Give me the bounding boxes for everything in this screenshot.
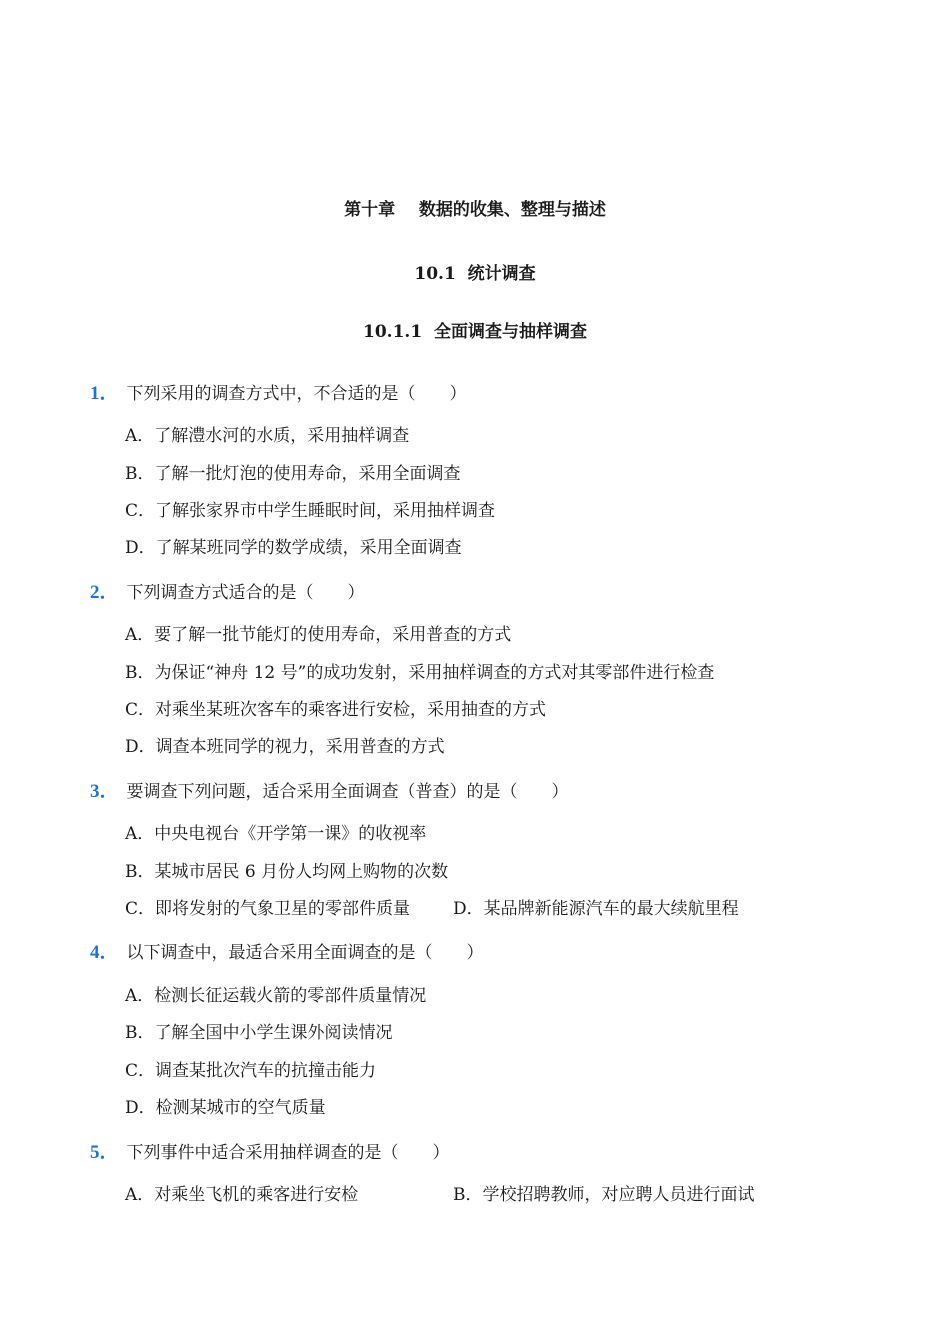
option-4d: D．检测某城市的空气质量 <box>125 1098 326 1118</box>
question-number: 2． <box>90 582 119 603</box>
section-title: 10.1 统计调查 <box>414 264 536 284</box>
option-1b: B．了解一批灯泡的使用寿命，采用全面调查 <box>125 464 461 484</box>
option-1d: D．了解某班同学的数学成绩，采用全面调查 <box>125 538 462 558</box>
question-3 <box>90 780 569 804</box>
question-2 <box>90 581 365 605</box>
question-5 <box>90 1141 450 1165</box>
question-4 <box>90 941 484 965</box>
option-4b: B．了解全国中小学生课外阅读情况 <box>125 1023 393 1043</box>
subsection-title: 10.1.1 全面调查与抽样调查 <box>363 322 587 342</box>
question-1 <box>90 382 467 406</box>
option-5b: B．学校招聘教师，对应聘人员进行面试 <box>453 1185 755 1205</box>
question-stem: 下列事件中适合采用抽样调查的是（ ） <box>126 1143 450 1163</box>
option-1a: A．了解澧水河的水质，采用抽样调查 <box>125 426 410 446</box>
option-3a: A．中央电视台《开学第一课》的收视率 <box>125 824 427 844</box>
question-stem: 以下调查中，最适合采用全面调查的是（ ） <box>126 943 484 963</box>
question-number: 5． <box>90 1142 119 1163</box>
question-stem: 要调查下列问题，适合采用全面调查（普查）的是（ ） <box>126 782 569 802</box>
option-3d: D．某品牌新能源汽车的最大续航里程 <box>453 899 739 919</box>
option-4c: C．调查某批次汽车的抗撞击能力 <box>125 1061 377 1081</box>
question-number: 1． <box>90 383 119 404</box>
question-stem: 下列采用的调查方式中，不合适的是（ ） <box>126 384 467 404</box>
option-3b: B．某城市居民 6 月份人均网上购物的次数 <box>125 862 449 882</box>
option-1c: C．了解张家界市中学生睡眠时间，采用抽样调查 <box>125 501 496 521</box>
option-3c: C．即将发射的气象卫星的零部件质量 <box>125 899 411 919</box>
question-number: 4． <box>90 942 119 963</box>
option-2a: A．要了解一批节能灯的使用寿命，采用普查的方式 <box>125 625 512 645</box>
option-2b: B．为保证“神舟 12 号”的成功发射，采用抽样调查的方式对其零部件进行检查 <box>125 663 715 683</box>
option-4a: A．检测长征运载火箭的零部件质量情况 <box>125 986 427 1006</box>
chapter-title: 第十章 数据的收集、整理与描述 <box>344 200 606 220</box>
question-stem: 下列调查方式适合的是（ ） <box>126 583 365 603</box>
option-5a: A．对乘坐飞机的乘客进行安检 <box>125 1185 359 1205</box>
option-2d: D．调查本班同学的视力，采用普查的方式 <box>125 737 445 757</box>
question-number: 3． <box>90 781 119 802</box>
option-2c: C．对乘坐某班次客车的乘客进行安检，采用抽查的方式 <box>125 700 547 720</box>
